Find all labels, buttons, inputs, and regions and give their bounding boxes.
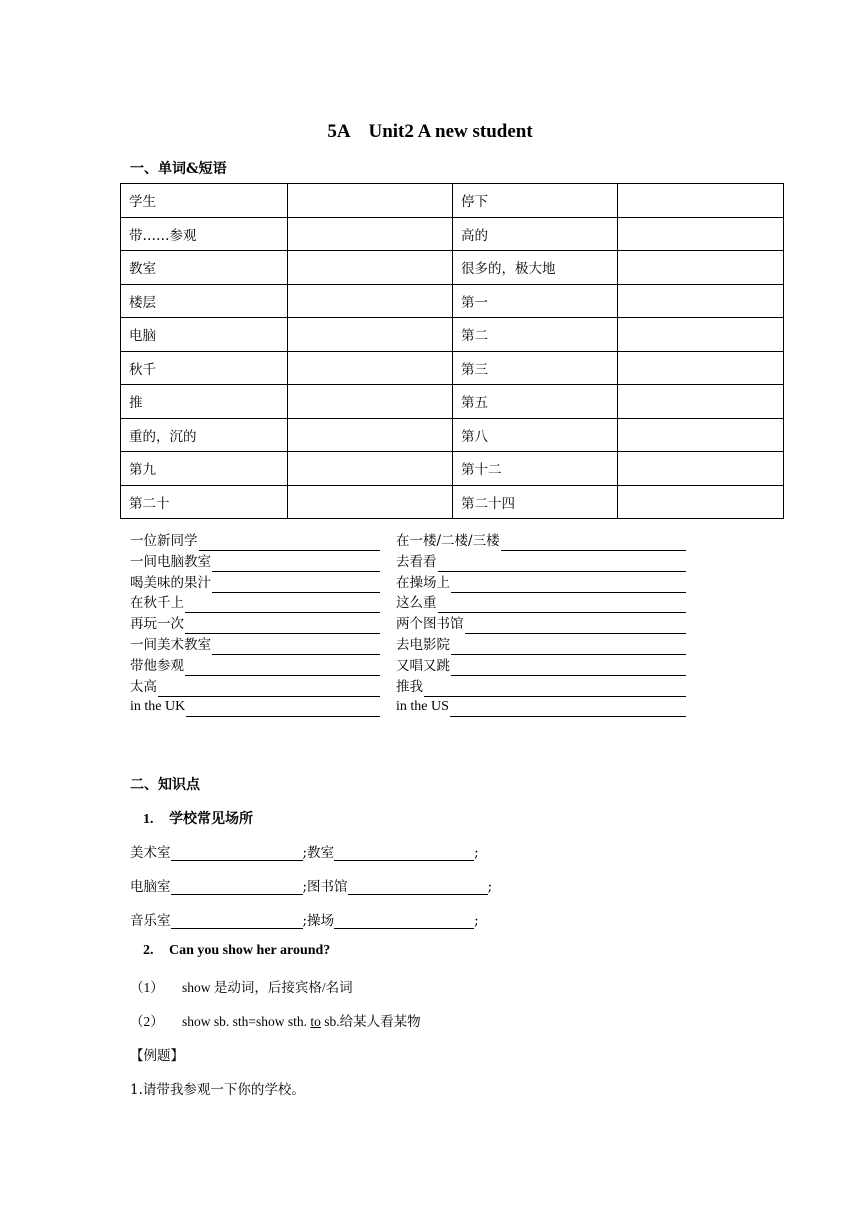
vocab-row	[121, 217, 784, 251]
phrase-label: 喝美味的果汁	[130, 574, 211, 591]
vocab-answer-blank[interactable]	[618, 217, 784, 251]
vocab-answer-blank[interactable]	[618, 351, 784, 385]
phrase-label: 推我	[396, 678, 423, 695]
phrase-label: in the UK	[130, 699, 186, 715]
place-label: 音乐室	[130, 913, 171, 929]
page-title: 5A Unit2 A new student	[327, 121, 533, 142]
place-end: ;	[474, 913, 479, 929]
place-answer-blank[interactable]	[171, 845, 303, 861]
vocab-row	[121, 251, 784, 285]
phrase-label: 一间美术教室	[130, 637, 211, 653]
vocab-term: 重的，沉的	[121, 418, 288, 452]
vocab-row	[121, 418, 784, 452]
example-1: 1.请带我参观一下你的学校。	[130, 1082, 305, 1098]
phrase-label: 太高	[130, 678, 157, 695]
place-end: ;	[487, 879, 493, 895]
vocab-answer-blank[interactable]	[618, 452, 784, 486]
phrase-item	[396, 677, 686, 697]
vocab-row	[121, 385, 784, 419]
phrase-label: 在操场上	[396, 574, 450, 591]
vocab-row	[121, 184, 784, 218]
note-2	[130, 1010, 421, 1030]
phrase-item	[396, 697, 686, 717]
vocab-row	[121, 318, 784, 352]
vocab-answer-blank[interactable]	[288, 385, 453, 419]
phrase-label: 带他参观	[130, 657, 184, 674]
vocab-answer-blank[interactable]	[618, 284, 784, 318]
place-label: ;图书馆	[302, 879, 348, 895]
vocab-answer-blank[interactable]	[288, 284, 453, 318]
phrase-label: 又唱又跳	[396, 657, 450, 674]
phrase-item	[396, 593, 686, 613]
place-label: 美术室	[130, 845, 171, 861]
vocab-term: 第十二	[453, 452, 618, 486]
phrase-label: 去电影院	[396, 637, 450, 653]
vocab-term: 第三	[453, 351, 618, 385]
phrase-answer-blank[interactable]	[501, 535, 686, 551]
phrase-label: in the US	[396, 699, 449, 715]
vocab-term: 第一	[453, 284, 618, 318]
phrase-item	[130, 552, 380, 572]
vocab-term: 很多的，极大地	[453, 251, 618, 285]
note-1	[130, 976, 353, 996]
phrase-answer-blank[interactable]	[451, 577, 686, 593]
place-answer-blank[interactable]	[171, 879, 303, 895]
phrase-item	[130, 573, 380, 593]
point-2-text: Can you show her around?	[169, 943, 331, 958]
phrase-label: 再玩一次	[130, 616, 184, 633]
section-heading-knowledge: 二、知识点	[130, 777, 200, 793]
phrase-item	[130, 635, 380, 655]
phrase-item	[396, 614, 686, 634]
place-answer-blank[interactable]	[171, 913, 303, 929]
vocab-term: 推	[121, 385, 288, 419]
phrase-answer-blank[interactable]	[451, 639, 686, 655]
phrase-label: 这么重	[396, 595, 437, 612]
place-answer-blank[interactable]	[334, 913, 474, 929]
place-label: 电脑室	[130, 879, 171, 895]
point-2-number: 2.	[143, 943, 154, 958]
note-2-underlined-word: to	[310, 1014, 321, 1029]
phrase-item	[130, 677, 380, 697]
vocab-term: 学生	[121, 184, 288, 218]
phrase-label: 在秋千上	[130, 595, 184, 612]
note-1-index: （1）	[130, 980, 164, 995]
vocab-term: 电脑	[121, 318, 288, 352]
vocab-answer-blank[interactable]	[618, 385, 784, 419]
vocab-answer-blank[interactable]	[288, 217, 453, 251]
vocab-term: 第二	[453, 318, 618, 352]
phrase-item	[130, 593, 380, 613]
phrase-item	[130, 656, 380, 676]
phrase-answer-blank[interactable]	[451, 660, 686, 676]
point-1-number: 1.	[143, 812, 154, 827]
vocab-term: 高的	[453, 217, 618, 251]
vocab-answer-blank[interactable]	[618, 485, 784, 519]
vocab-answer-blank[interactable]	[288, 485, 453, 519]
section-heading-vocab: 一、单词&短语	[130, 161, 227, 177]
vocab-answer-blank[interactable]	[618, 418, 784, 452]
phrase-answer-blank[interactable]	[212, 639, 380, 655]
phrase-item	[130, 697, 380, 717]
vocab-answer-blank[interactable]	[618, 184, 784, 218]
point-2-title	[143, 943, 330, 959]
phrase-item	[396, 552, 686, 572]
note-2-pre: show sb. sth=show sth.	[182, 1014, 311, 1029]
phrase-label: 一间电脑教室	[130, 553, 211, 570]
phrase-answer-blank[interactable]	[185, 660, 380, 676]
phrase-item	[130, 531, 380, 551]
phrase-label: 两个图书馆	[396, 616, 464, 633]
vocab-term: 楼层	[121, 284, 288, 318]
phrase-answer-blank[interactable]	[212, 577, 380, 593]
vocab-row	[121, 452, 784, 486]
vocab-answer-blank[interactable]	[618, 251, 784, 285]
phrase-answer-blank[interactable]	[450, 701, 686, 717]
vocab-term: 第五	[453, 385, 618, 419]
vocab-answer-blank[interactable]	[288, 318, 453, 352]
phrase-answer-blank[interactable]	[199, 535, 381, 551]
vocab-term: 第九	[121, 452, 288, 486]
place-line	[130, 909, 479, 929]
phrase-item	[396, 531, 686, 551]
vocab-term: 第二十四	[453, 485, 618, 519]
vocab-answer-blank[interactable]	[618, 318, 784, 352]
phrase-label: 去看看	[396, 553, 437, 570]
point-1-title	[143, 808, 253, 828]
note-1-text: show 是动词，后接宾格/名词	[182, 980, 353, 995]
note-2-post: sb.给某人看某物	[320, 1014, 421, 1029]
phrase-label: 在一楼/二楼/三楼	[396, 533, 500, 549]
vocab-row	[121, 284, 784, 318]
vocab-row	[121, 485, 784, 519]
vocab-term: 第二十	[121, 485, 288, 519]
phrase-answer-blank[interactable]	[438, 556, 687, 572]
example-heading: 【例题】	[130, 1048, 184, 1064]
phrase-item	[396, 635, 686, 655]
phrase-answer-blank[interactable]	[185, 597, 380, 613]
vocab-term: 第八	[453, 418, 618, 452]
phrase-answer-blank[interactable]	[212, 556, 380, 572]
vocab-answer-blank[interactable]	[288, 251, 453, 285]
vocab-row	[121, 351, 784, 385]
vocab-term: 秋千	[121, 351, 288, 385]
phrase-answer-blank[interactable]	[158, 681, 380, 697]
phrase-answer-blank[interactable]	[424, 681, 686, 697]
vocab-answer-blank[interactable]	[288, 351, 453, 385]
place-line	[130, 875, 492, 895]
vocab-answer-blank[interactable]	[288, 418, 453, 452]
note-2-index: （2）	[130, 1014, 164, 1029]
place-end: ;	[474, 845, 479, 861]
phrase-item	[130, 614, 380, 634]
phrase-answer-blank[interactable]	[438, 597, 687, 613]
phrase-item	[396, 573, 686, 593]
vocab-term: 带……参观	[121, 217, 288, 251]
phrase-answer-blank[interactable]	[465, 618, 687, 634]
vocab-table	[120, 183, 784, 519]
point-1-text: 学校常见场所	[169, 812, 253, 827]
place-line	[130, 841, 479, 861]
place-label: ;教室	[302, 845, 335, 861]
vocab-term: 停下	[453, 184, 618, 218]
phrase-label: 一位新同学	[130, 533, 198, 549]
vocab-answer-blank[interactable]	[288, 184, 453, 218]
vocab-term: 教室	[121, 251, 288, 285]
place-answer-blank[interactable]	[348, 879, 488, 895]
place-label: ;操场	[302, 913, 335, 929]
place-answer-blank[interactable]	[334, 845, 474, 861]
phrase-answer-blank[interactable]	[185, 618, 380, 634]
phrase-item	[396, 656, 686, 676]
vocab-answer-blank[interactable]	[288, 452, 453, 486]
phrase-answer-blank[interactable]	[186, 701, 380, 717]
